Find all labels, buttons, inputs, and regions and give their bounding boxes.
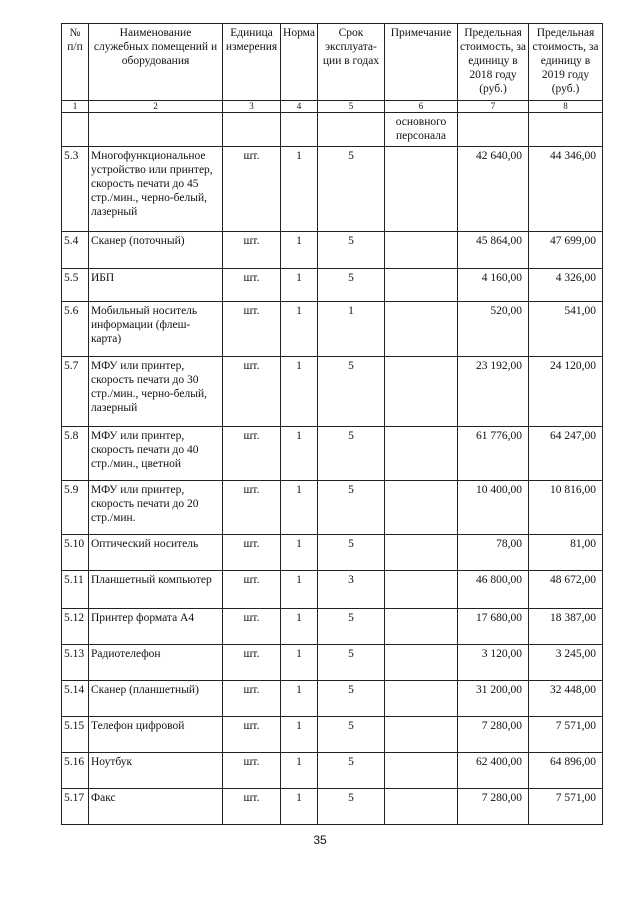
table-row: [62, 535, 603, 571]
unit: шт.: [223, 481, 281, 535]
item-name: Телефон цифровой: [89, 717, 223, 753]
header-price-2019: Предельная стоимость, за единицу в 2019 году (руб.): [529, 24, 603, 101]
norm: 1: [281, 681, 318, 717]
column-number: 8: [529, 101, 603, 113]
price-2019: 24 120,00: [529, 357, 603, 427]
item-name: МФУ или принтер, скорость печати до 40 стр./мин., цветной: [89, 427, 223, 481]
price-2018: 42 640,00: [458, 147, 529, 232]
note: [385, 357, 458, 427]
price-2019: 47 699,00: [529, 232, 603, 269]
price-2018: 78,00: [458, 535, 529, 571]
item-name: Сканер (планшетный): [89, 681, 223, 717]
row-number: 5.17: [62, 789, 89, 825]
header-note: Примечание: [385, 24, 458, 101]
row-number: 5.16: [62, 753, 89, 789]
unit: шт.: [223, 645, 281, 681]
row-number: 5.5: [62, 269, 89, 302]
norm: 1: [281, 302, 318, 357]
price-2018: 46 800,00: [458, 571, 529, 609]
unit: шт.: [223, 147, 281, 232]
note: [385, 571, 458, 609]
note: [385, 681, 458, 717]
service-life: 3: [318, 571, 385, 609]
column-number: 2: [89, 101, 223, 113]
row-number: 5.12: [62, 609, 89, 645]
unit: шт.: [223, 681, 281, 717]
price-2018: 7 280,00: [458, 717, 529, 753]
service-life: 1: [318, 302, 385, 357]
service-life: 5: [318, 232, 385, 269]
item-name: ИБП: [89, 269, 223, 302]
table-row: [62, 571, 603, 609]
norm: 1: [281, 535, 318, 571]
unit: шт.: [223, 717, 281, 753]
norm: 1: [281, 269, 318, 302]
header-name: Наименование служебных помещений и оборудования: [89, 24, 223, 101]
column-number: 6: [385, 101, 458, 113]
equipment-norms-table: [61, 23, 603, 825]
norm: 1: [281, 481, 318, 535]
unit: шт.: [223, 357, 281, 427]
row-number: 5.9: [62, 481, 89, 535]
table-header-row: [62, 24, 603, 101]
column-number: 3: [223, 101, 281, 113]
page-number: 35: [313, 833, 327, 847]
unit: шт.: [223, 427, 281, 481]
note: [385, 753, 458, 789]
price-2018: 4 160,00: [458, 269, 529, 302]
service-life: 5: [318, 681, 385, 717]
row-number: 5.10: [62, 535, 89, 571]
service-life: 5: [318, 753, 385, 789]
service-life: 5: [318, 269, 385, 302]
note: [385, 232, 458, 269]
table-row: [62, 753, 603, 789]
norm: 1: [281, 427, 318, 481]
note: [385, 269, 458, 302]
unit: шт.: [223, 609, 281, 645]
column-number: 7: [458, 101, 529, 113]
service-life: 5: [318, 645, 385, 681]
column-number: 4: [281, 101, 318, 113]
header-price-2018: Предельная стоимость, за единицу в 2018 году (руб.): [458, 24, 529, 101]
price-2019: 64 896,00: [529, 753, 603, 789]
header-norm: Норма: [281, 24, 318, 101]
service-life: 5: [318, 717, 385, 753]
price-2019: 10 816,00: [529, 481, 603, 535]
item-name: Оптический носитель: [89, 535, 223, 571]
column-number-row: [62, 101, 603, 113]
unit: шт.: [223, 535, 281, 571]
row-number: 5.4: [62, 232, 89, 269]
note: [385, 609, 458, 645]
row-number: 5.8: [62, 427, 89, 481]
price-2019: 4 326,00: [529, 269, 603, 302]
row-number: 5.3: [62, 147, 89, 232]
table-row: [62, 481, 603, 535]
price-2019: 48 672,00: [529, 571, 603, 609]
column-number: 5: [318, 101, 385, 113]
item-name: Факс: [89, 789, 223, 825]
price-2018: 520,00: [458, 302, 529, 357]
norm: 1: [281, 357, 318, 427]
table-row: [62, 609, 603, 645]
item-name: Планшетный компьютер: [89, 571, 223, 609]
item-name: МФУ или принтер, скорость печати до 20 стр./мин.: [89, 481, 223, 535]
header-term: Срок эксплуата-ции в годах: [318, 24, 385, 101]
table-row: [62, 232, 603, 269]
row-number: 5.6: [62, 302, 89, 357]
row-number: 5.14: [62, 681, 89, 717]
table-row: [62, 357, 603, 427]
item-name: Сканер (поточный): [89, 232, 223, 269]
service-life: 5: [318, 357, 385, 427]
unit: шт.: [223, 302, 281, 357]
norm: 1: [281, 753, 318, 789]
unit: шт.: [223, 232, 281, 269]
table-row: [62, 645, 603, 681]
continuation-note: основного персонала: [385, 113, 458, 147]
header-unit: Единица измерения: [223, 24, 281, 101]
table-row: [62, 147, 603, 232]
note: [385, 535, 458, 571]
note: [385, 645, 458, 681]
price-2018: 62 400,00: [458, 753, 529, 789]
price-2019: 44 346,00: [529, 147, 603, 232]
header-num: № п/п: [62, 24, 89, 101]
item-name: Принтер формата А4: [89, 609, 223, 645]
price-2019: 3 245,00: [529, 645, 603, 681]
price-2018: 3 120,00: [458, 645, 529, 681]
note: [385, 789, 458, 825]
item-name: Радиотелефон: [89, 645, 223, 681]
table-row: [62, 717, 603, 753]
norm: 1: [281, 232, 318, 269]
norm: 1: [281, 147, 318, 232]
service-life: 5: [318, 535, 385, 571]
unit: шт.: [223, 269, 281, 302]
unit: шт.: [223, 571, 281, 609]
table-row: [62, 269, 603, 302]
note: [385, 147, 458, 232]
table-row: [62, 789, 603, 825]
row-number: 5.15: [62, 717, 89, 753]
service-life: 5: [318, 427, 385, 481]
unit: шт.: [223, 753, 281, 789]
note: [385, 481, 458, 535]
price-2019: 7 571,00: [529, 789, 603, 825]
row-number: 5.13: [62, 645, 89, 681]
price-2018: 17 680,00: [458, 609, 529, 645]
row-number: 5.7: [62, 357, 89, 427]
unit: шт.: [223, 789, 281, 825]
column-number: 1: [62, 101, 89, 113]
table-row: [62, 302, 603, 357]
service-life: 5: [318, 147, 385, 232]
price-2019: 541,00: [529, 302, 603, 357]
service-life: 5: [318, 481, 385, 535]
price-2019: 81,00: [529, 535, 603, 571]
norm: 1: [281, 789, 318, 825]
item-name: МФУ или принтер, скорость печати до 30 стр./мин., черно-белый, лазерный: [89, 357, 223, 427]
price-2019: 7 571,00: [529, 717, 603, 753]
price-2019: 18 387,00: [529, 609, 603, 645]
item-name: Мобильный носитель информации (флеш-карта): [89, 302, 223, 357]
price-2018: 7 280,00: [458, 789, 529, 825]
price-2018: 23 192,00: [458, 357, 529, 427]
table-row: [62, 427, 603, 481]
price-2018: 31 200,00: [458, 681, 529, 717]
price-2018: 10 400,00: [458, 481, 529, 535]
norm: 1: [281, 571, 318, 609]
item-name: Ноутбук: [89, 753, 223, 789]
row-number: 5.11: [62, 571, 89, 609]
price-2018: 45 864,00: [458, 232, 529, 269]
continuation-row: [62, 113, 603, 147]
price-2019: 64 247,00: [529, 427, 603, 481]
item-name: Многофункциональное устройство или принтер, скорость печати до 45 стр./мин., черно-белый, лазерный: [89, 147, 223, 232]
price-2019: 32 448,00: [529, 681, 603, 717]
price-2018: 61 776,00: [458, 427, 529, 481]
table-row: [62, 681, 603, 717]
norm: 1: [281, 645, 318, 681]
note: [385, 717, 458, 753]
norm: 1: [281, 717, 318, 753]
norm: 1: [281, 609, 318, 645]
note: [385, 302, 458, 357]
service-life: 5: [318, 609, 385, 645]
service-life: 5: [318, 789, 385, 825]
note: [385, 427, 458, 481]
